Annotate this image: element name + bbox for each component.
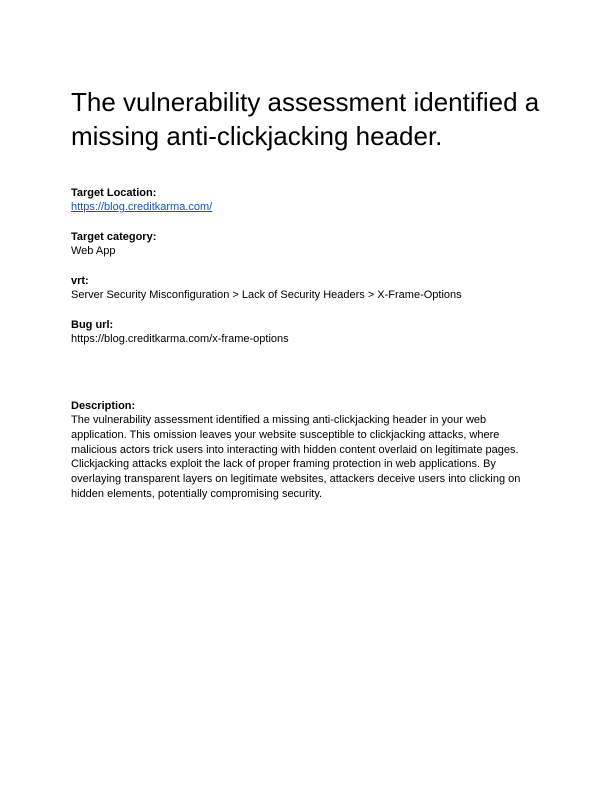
bug-url-label: Bug url: xyxy=(71,319,114,331)
description-label: Description: xyxy=(71,400,136,412)
vrt-value: Server Security Misconfiguration > Lack of Security Headers > X-Frame-Options xyxy=(71,289,462,301)
document-title: The vulnerability assessment identified a missing anti-clickjacking header. xyxy=(71,87,540,151)
target-category-section xyxy=(71,230,541,258)
description-section xyxy=(71,399,531,502)
vrt-section xyxy=(71,274,541,302)
target-location-section xyxy=(71,186,541,214)
description-text: The vulnerability assessment identified a missing anti-clickjacking header in your web application. This omission leaves your website susceptible to clickjacking attacks, where malicious actors trick users into interacting with hidden content overlaid on legitimate pages. Clickjacking attacks exploit the lack of proper framing protection in web applications. By overlaying transparent layers on legitimate websites, attackers deceive users into clicking on hidden elements, potentially compromising security. xyxy=(71,414,521,500)
target-location-link[interactable]: https://blog.creditkarma.com/ xyxy=(71,201,213,213)
target-category-value: Web App xyxy=(71,245,116,257)
target-location-label: Target Location: xyxy=(71,187,157,199)
vrt-label: vrt: xyxy=(71,275,89,287)
bug-url-value: https://blog.creditkarma.com/x-frame-options xyxy=(71,333,289,345)
target-category-label: Target category: xyxy=(71,231,157,243)
bug-url-section xyxy=(71,318,541,346)
